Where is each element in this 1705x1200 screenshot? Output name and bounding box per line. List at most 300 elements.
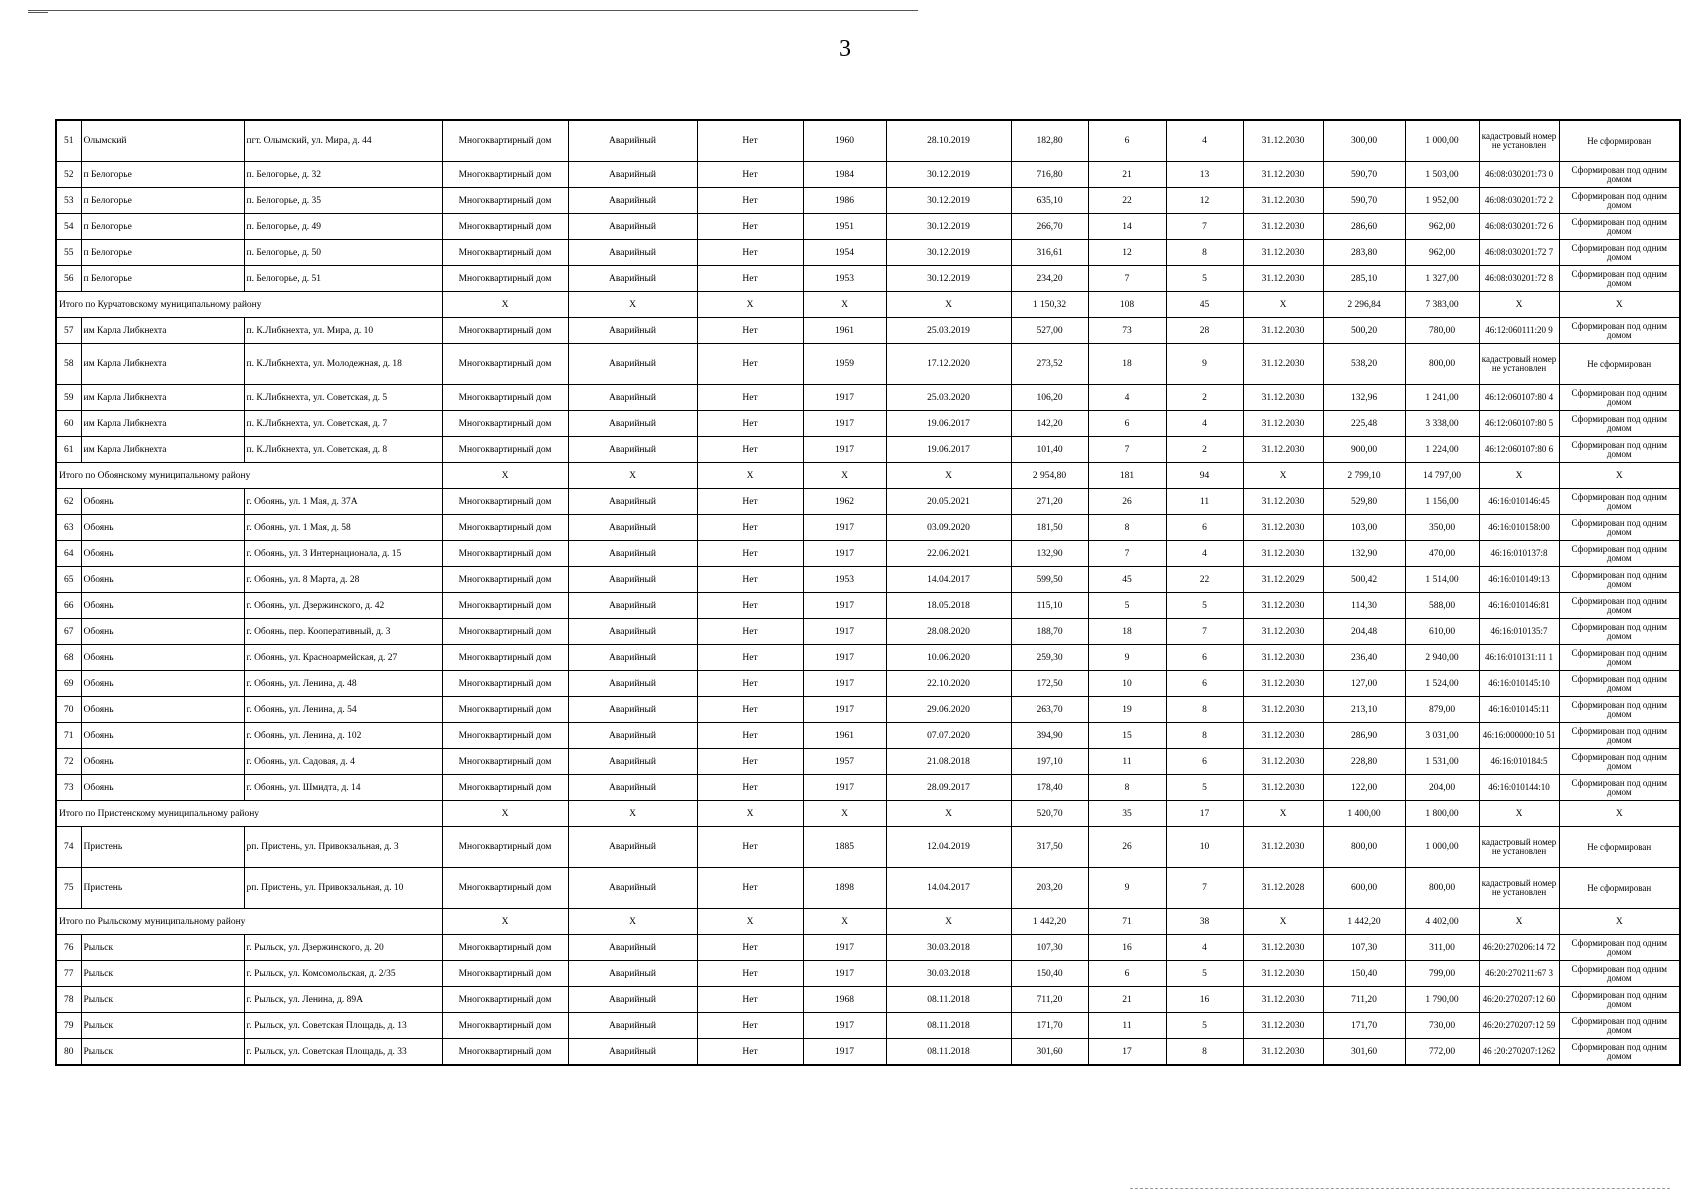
residents-cell: 45: [1088, 567, 1166, 593]
recognition-date-cell: 30.12.2019: [886, 240, 1011, 266]
row-number: 77: [56, 961, 81, 987]
residents-cell: 7: [1088, 437, 1166, 463]
year-cell: 1954: [803, 240, 886, 266]
area-cell: 527,00: [1011, 318, 1088, 344]
total-people-cell: 71: [1088, 909, 1166, 935]
recognition-date-cell: 19.06.2017: [886, 411, 1011, 437]
year-cell: 1984: [803, 162, 886, 188]
total-x2-cell: X: [568, 801, 697, 827]
land-status-cell: Сформирован под одним домом: [1559, 671, 1680, 697]
resettlement-area-cell: 590,70: [1323, 188, 1405, 214]
residents-cell: 26: [1088, 489, 1166, 515]
district-total-label: Итого по Обоянскому муниципальному району: [56, 463, 442, 489]
recognition-date-cell: 12.04.2019: [886, 827, 1011, 868]
resettlement-area-cell: 114,30: [1323, 593, 1405, 619]
resettlement-area-cell: 900,00: [1323, 437, 1405, 463]
settlement-cell: Пристень: [81, 868, 244, 909]
total-x6-cell: X: [1243, 909, 1323, 935]
residents-cell: 9: [1088, 868, 1166, 909]
premises-cell: 8: [1166, 723, 1243, 749]
residents-cell: 11: [1088, 1013, 1166, 1039]
deadline-cell: 31.12.2030: [1243, 437, 1323, 463]
cadastral-number-cell: 46:12:060107:80 6: [1479, 437, 1559, 463]
land-status-cell: Сформирован под одним домом: [1559, 987, 1680, 1013]
total-x6-cell: X: [1243, 292, 1323, 318]
area-cell: 263,70: [1011, 697, 1088, 723]
year-cell: 1917: [803, 961, 886, 987]
residents-cell: 21: [1088, 987, 1166, 1013]
year-cell: 1953: [803, 567, 886, 593]
total-x3-cell: X: [697, 292, 803, 318]
cadastral-number-cell: кадастровый номер не установлен: [1479, 120, 1559, 162]
area-cell: 178,40: [1011, 775, 1088, 801]
table-row: [56, 188, 1680, 214]
deadline-cell: 31.12.2030: [1243, 318, 1323, 344]
cost-cell: 1 952,00: [1405, 188, 1479, 214]
table-row: [56, 214, 1680, 240]
row-number: 52: [56, 162, 81, 188]
residents-cell: 6: [1088, 411, 1166, 437]
building-type-cell: Многоквартирный дом: [442, 489, 568, 515]
condition-cell: Аварийный: [568, 188, 697, 214]
year-cell: 1917: [803, 541, 886, 567]
building-type-cell: Многоквартирный дом: [442, 697, 568, 723]
total-area2-cell: 2 799,10: [1323, 463, 1405, 489]
cadastral-number-cell: 46:16:010145:10: [1479, 671, 1559, 697]
cost-cell: 311,00: [1405, 935, 1479, 961]
total-x7-cell: X: [1479, 463, 1559, 489]
address-cell: г. Обоянь, ул. Садовая, д. 4: [244, 749, 442, 775]
residents-cell: 15: [1088, 723, 1166, 749]
cadastral-number-cell: 46:20:270206:14 72: [1479, 935, 1559, 961]
premises-cell: 5: [1166, 775, 1243, 801]
land-status-cell: Сформирован под одним домом: [1559, 541, 1680, 567]
settlement-cell: им Карла Либкнехта: [81, 318, 244, 344]
cadastral-number-cell: 46:20:270207:12 60: [1479, 987, 1559, 1013]
building-type-cell: Многоквартирный дом: [442, 723, 568, 749]
residents-cell: 11: [1088, 749, 1166, 775]
residents-cell: 18: [1088, 619, 1166, 645]
premises-cell: 10: [1166, 827, 1243, 868]
table-body: [56, 120, 1680, 1065]
deadline-cell: 31.12.2029: [1243, 567, 1323, 593]
cadastral-number-cell: 46:16:010145:11: [1479, 697, 1559, 723]
resettlement-area-cell: 600,00: [1323, 868, 1405, 909]
resettlement-area-cell: 286,90: [1323, 723, 1405, 749]
building-type-cell: Многоквартирный дом: [442, 593, 568, 619]
total-x1-cell: X: [442, 801, 568, 827]
condition-cell: Аварийный: [568, 515, 697, 541]
flag-cell: Нет: [697, 697, 803, 723]
cost-cell: 1 503,00: [1405, 162, 1479, 188]
resettlement-area-cell: 711,20: [1323, 987, 1405, 1013]
land-status-cell: Сформирован под одним домом: [1559, 214, 1680, 240]
building-type-cell: Многоквартирный дом: [442, 1013, 568, 1039]
flag-cell: Нет: [697, 162, 803, 188]
address-cell: п. К.Либкнехта, ул. Советская, д. 5: [244, 385, 442, 411]
deadline-cell: 31.12.2030: [1243, 645, 1323, 671]
address-cell: г. Рыльск, ул. Ленина, д. 89А: [244, 987, 442, 1013]
deadline-cell: 31.12.2030: [1243, 697, 1323, 723]
settlement-cell: п Белогорье: [81, 240, 244, 266]
table-row: [56, 619, 1680, 645]
settlement-cell: Обоянь: [81, 593, 244, 619]
recognition-date-cell: 29.06.2020: [886, 697, 1011, 723]
cadastral-number-cell: 46 :20:270207:1262: [1479, 1039, 1559, 1066]
building-type-cell: Многоквартирный дом: [442, 1039, 568, 1066]
total-x5-cell: X: [886, 292, 1011, 318]
settlement-cell: Обоянь: [81, 749, 244, 775]
deadline-cell: 31.12.2030: [1243, 987, 1323, 1013]
year-cell: 1885: [803, 827, 886, 868]
total-x2-cell: X: [568, 463, 697, 489]
settlement-cell: п Белогорье: [81, 214, 244, 240]
cadastral-number-cell: 46:12:060111:20 9: [1479, 318, 1559, 344]
deadline-cell: 31.12.2030: [1243, 671, 1323, 697]
table-row: [56, 240, 1680, 266]
flag-cell: Нет: [697, 723, 803, 749]
building-type-cell: Многоквартирный дом: [442, 515, 568, 541]
premises-cell: 8: [1166, 697, 1243, 723]
address-cell: п. К.Либкнехта, ул. Молодежная, д. 18: [244, 344, 442, 385]
settlement-cell: им Карла Либкнехта: [81, 385, 244, 411]
land-status-cell: Сформирован под одним домом: [1559, 515, 1680, 541]
area-cell: 301,60: [1011, 1039, 1088, 1066]
land-status-cell: Сформирован под одним домом: [1559, 385, 1680, 411]
address-cell: г. Рыльск, ул. Комсомольская, д. 2/35: [244, 961, 442, 987]
cadastral-number-cell: 46:08:030201:72 8: [1479, 266, 1559, 292]
table-row: [56, 749, 1680, 775]
row-number: 56: [56, 266, 81, 292]
recognition-date-cell: 14.04.2017: [886, 868, 1011, 909]
premises-cell: 5: [1166, 1013, 1243, 1039]
area-cell: 106,20: [1011, 385, 1088, 411]
cost-cell: 1 514,00: [1405, 567, 1479, 593]
cadastral-number-cell: 46:16:010131:11 1: [1479, 645, 1559, 671]
table-row: [56, 775, 1680, 801]
total-cost-cell: 4 402,00: [1405, 909, 1479, 935]
land-status-cell: Сформирован под одним домом: [1559, 775, 1680, 801]
year-cell: 1968: [803, 987, 886, 1013]
cost-cell: 1 000,00: [1405, 120, 1479, 162]
settlement-cell: Рыльск: [81, 1013, 244, 1039]
cost-cell: 3 031,00: [1405, 723, 1479, 749]
address-cell: г. Обоянь, ул. 3 Интернационала, д. 15: [244, 541, 442, 567]
total-rooms-cell: 94: [1166, 463, 1243, 489]
year-cell: 1917: [803, 935, 886, 961]
row-number: 67: [56, 619, 81, 645]
year-cell: 1917: [803, 697, 886, 723]
address-cell: г. Рыльск, ул. Дзержинского, д. 20: [244, 935, 442, 961]
year-cell: 1960: [803, 120, 886, 162]
address-cell: г. Обоянь, ул. 1 Мая, д. 37А: [244, 489, 442, 515]
cost-cell: 1 000,00: [1405, 827, 1479, 868]
table-row: [56, 1013, 1680, 1039]
address-cell: г. Обоянь, ул. 1 Мая, д. 58: [244, 515, 442, 541]
year-cell: 1917: [803, 671, 886, 697]
deadline-cell: 31.12.2030: [1243, 619, 1323, 645]
building-type-cell: Многоквартирный дом: [442, 671, 568, 697]
settlement-cell: Обоянь: [81, 671, 244, 697]
total-x8-cell: X: [1559, 292, 1680, 318]
area-cell: 182,80: [1011, 120, 1088, 162]
residents-cell: 16: [1088, 935, 1166, 961]
condition-cell: Аварийный: [568, 214, 697, 240]
table-row: [56, 385, 1680, 411]
total-x5-cell: X: [886, 801, 1011, 827]
premises-cell: 8: [1166, 1039, 1243, 1066]
flag-cell: Нет: [697, 437, 803, 463]
cost-cell: 730,00: [1405, 1013, 1479, 1039]
table-row: [56, 723, 1680, 749]
land-status-cell: Сформирован под одним домом: [1559, 266, 1680, 292]
row-number: 57: [56, 318, 81, 344]
cost-cell: 799,00: [1405, 961, 1479, 987]
year-cell: 1917: [803, 385, 886, 411]
residents-cell: 17: [1088, 1039, 1166, 1066]
row-number: 73: [56, 775, 81, 801]
total-rooms-cell: 38: [1166, 909, 1243, 935]
total-x8-cell: X: [1559, 463, 1680, 489]
area-cell: 142,20: [1011, 411, 1088, 437]
building-type-cell: Многоквартирный дом: [442, 162, 568, 188]
cost-cell: 962,00: [1405, 240, 1479, 266]
table-row: [56, 120, 1680, 162]
land-status-cell: Сформирован под одним домом: [1559, 935, 1680, 961]
flag-cell: Нет: [697, 567, 803, 593]
building-type-cell: Многоквартирный дом: [442, 318, 568, 344]
flag-cell: Нет: [697, 775, 803, 801]
cadastral-number-cell: кадастровый номер не установлен: [1479, 344, 1559, 385]
premises-cell: 6: [1166, 515, 1243, 541]
residents-cell: 26: [1088, 827, 1166, 868]
condition-cell: Аварийный: [568, 749, 697, 775]
row-number: 71: [56, 723, 81, 749]
resettlement-area-cell: 590,70: [1323, 162, 1405, 188]
premises-cell: 4: [1166, 120, 1243, 162]
settlement-cell: Рыльск: [81, 935, 244, 961]
cost-cell: 588,00: [1405, 593, 1479, 619]
area-cell: 271,20: [1011, 489, 1088, 515]
recognition-date-cell: 30.03.2018: [886, 961, 1011, 987]
flag-cell: Нет: [697, 619, 803, 645]
cadastral-number-cell: 46:16:010158:00: [1479, 515, 1559, 541]
premises-cell: 4: [1166, 935, 1243, 961]
resettlement-area-cell: 204,48: [1323, 619, 1405, 645]
building-type-cell: Многоквартирный дом: [442, 188, 568, 214]
table-row: [56, 827, 1680, 868]
table-row: [56, 645, 1680, 671]
cost-cell: 772,00: [1405, 1039, 1479, 1066]
building-type-cell: Многоквартирный дом: [442, 775, 568, 801]
year-cell: 1953: [803, 266, 886, 292]
flag-cell: Нет: [697, 411, 803, 437]
settlement-cell: Обоянь: [81, 541, 244, 567]
premises-cell: 22: [1166, 567, 1243, 593]
year-cell: 1898: [803, 868, 886, 909]
building-type-cell: Многоквартирный дом: [442, 411, 568, 437]
land-status-cell: Сформирован под одним домом: [1559, 961, 1680, 987]
area-cell: 317,50: [1011, 827, 1088, 868]
row-number: 58: [56, 344, 81, 385]
resettlement-area-cell: 171,70: [1323, 1013, 1405, 1039]
land-status-cell: Сформирован под одним домом: [1559, 489, 1680, 515]
condition-cell: Аварийный: [568, 1013, 697, 1039]
address-cell: п. К.Либкнехта, ул. Мира, д. 10: [244, 318, 442, 344]
flag-cell: Нет: [697, 1039, 803, 1066]
land-status-cell: Сформирован под одним домом: [1559, 619, 1680, 645]
table-row: [56, 515, 1680, 541]
total-people-cell: 108: [1088, 292, 1166, 318]
row-number: 51: [56, 120, 81, 162]
land-status-cell: Сформирован под одним домом: [1559, 1013, 1680, 1039]
condition-cell: Аварийный: [568, 868, 697, 909]
condition-cell: Аварийный: [568, 987, 697, 1013]
flag-cell: Нет: [697, 671, 803, 697]
condition-cell: Аварийный: [568, 697, 697, 723]
deadline-cell: 31.12.2030: [1243, 162, 1323, 188]
cost-cell: 1 524,00: [1405, 671, 1479, 697]
flag-cell: Нет: [697, 593, 803, 619]
settlement-cell: п Белогорье: [81, 188, 244, 214]
page-number: 3: [839, 36, 851, 62]
total-x5-cell: X: [886, 909, 1011, 935]
cost-cell: 1 156,00: [1405, 489, 1479, 515]
total-x1-cell: X: [442, 292, 568, 318]
year-cell: 1917: [803, 515, 886, 541]
row-number: 53: [56, 188, 81, 214]
address-cell: п. Белогорье, д. 51: [244, 266, 442, 292]
premises-cell: 2: [1166, 385, 1243, 411]
building-type-cell: Многоквартирный дом: [442, 437, 568, 463]
recognition-date-cell: 08.11.2018: [886, 987, 1011, 1013]
area-cell: 132,90: [1011, 541, 1088, 567]
deadline-cell: 31.12.2030: [1243, 1013, 1323, 1039]
condition-cell: Аварийный: [568, 567, 697, 593]
bottom-rule: [1130, 1188, 1670, 1189]
emergency-housing-table: [55, 119, 1681, 1066]
building-type-cell: Многоквартирный дом: [442, 541, 568, 567]
year-cell: 1917: [803, 593, 886, 619]
top-rule: [28, 10, 918, 11]
recognition-date-cell: 30.12.2019: [886, 162, 1011, 188]
total-cost-cell: 1 800,00: [1405, 801, 1479, 827]
residents-cell: 10: [1088, 671, 1166, 697]
residents-cell: 14: [1088, 214, 1166, 240]
condition-cell: Аварийный: [568, 593, 697, 619]
cost-cell: 204,00: [1405, 775, 1479, 801]
district-total-row: [56, 909, 1680, 935]
recognition-date-cell: 18.05.2018: [886, 593, 1011, 619]
resettlement-area-cell: 283,80: [1323, 240, 1405, 266]
recognition-date-cell: 25.03.2019: [886, 318, 1011, 344]
area-cell: 150,40: [1011, 961, 1088, 987]
residents-cell: 8: [1088, 775, 1166, 801]
total-x7-cell: X: [1479, 801, 1559, 827]
district-total-label: Итого по Рыльскому муниципальному району: [56, 909, 442, 935]
row-number: 75: [56, 868, 81, 909]
total-x1-cell: X: [442, 463, 568, 489]
total-rooms-cell: 17: [1166, 801, 1243, 827]
address-cell: г. Рыльск, ул. Советская Площадь, д. 33: [244, 1039, 442, 1066]
deadline-cell: 31.12.2030: [1243, 935, 1323, 961]
premises-cell: 8: [1166, 240, 1243, 266]
total-people-cell: 35: [1088, 801, 1166, 827]
row-number: 79: [56, 1013, 81, 1039]
building-type-cell: Многоквартирный дом: [442, 749, 568, 775]
deadline-cell: 31.12.2030: [1243, 188, 1323, 214]
total-x4-cell: X: [803, 801, 886, 827]
land-status-cell: Сформирован под одним домом: [1559, 723, 1680, 749]
area-cell: 197,10: [1011, 749, 1088, 775]
recognition-date-cell: 07.07.2020: [886, 723, 1011, 749]
table-row: [56, 1039, 1680, 1066]
recognition-date-cell: 08.11.2018: [886, 1013, 1011, 1039]
land-status-cell: Сформирован под одним домом: [1559, 240, 1680, 266]
row-number: 55: [56, 240, 81, 266]
resettlement-area-cell: 132,96: [1323, 385, 1405, 411]
residents-cell: 6: [1088, 120, 1166, 162]
cost-cell: 3 338,00: [1405, 411, 1479, 437]
residents-cell: 12: [1088, 240, 1166, 266]
settlement-cell: Обоянь: [81, 619, 244, 645]
total-x8-cell: X: [1559, 909, 1680, 935]
resettlement-area-cell: 107,30: [1323, 935, 1405, 961]
address-cell: г. Обоянь, ул. Красноармейская, д. 27: [244, 645, 442, 671]
area-cell: 716,80: [1011, 162, 1088, 188]
premises-cell: 6: [1166, 645, 1243, 671]
address-cell: рп. Пристень, ул. Привокзальная, д. 3: [244, 827, 442, 868]
land-status-cell: Сформирован под одним домом: [1559, 188, 1680, 214]
area-cell: 635,10: [1011, 188, 1088, 214]
total-cost-cell: 14 797,00: [1405, 463, 1479, 489]
row-number: 63: [56, 515, 81, 541]
cadastral-number-cell: 46:12:060107:80 4: [1479, 385, 1559, 411]
resettlement-area-cell: 500,42: [1323, 567, 1405, 593]
address-cell: п. К.Либкнехта, ул. Советская, д. 7: [244, 411, 442, 437]
cost-cell: 610,00: [1405, 619, 1479, 645]
cadastral-number-cell: 46:12:060107:80 5: [1479, 411, 1559, 437]
row-number: 64: [56, 541, 81, 567]
top-rule-short: [28, 12, 48, 13]
building-type-cell: Многоквартирный дом: [442, 385, 568, 411]
cost-cell: 879,00: [1405, 697, 1479, 723]
cost-cell: 350,00: [1405, 515, 1479, 541]
recognition-date-cell: 30.12.2019: [886, 266, 1011, 292]
deadline-cell: 31.12.2030: [1243, 266, 1323, 292]
total-x1-cell: X: [442, 909, 568, 935]
premises-cell: 7: [1166, 619, 1243, 645]
total-x3-cell: X: [697, 463, 803, 489]
flag-cell: Нет: [697, 987, 803, 1013]
total-x6-cell: X: [1243, 801, 1323, 827]
cost-cell: 780,00: [1405, 318, 1479, 344]
recognition-date-cell: 08.11.2018: [886, 1039, 1011, 1066]
year-cell: 1961: [803, 723, 886, 749]
total-area2-cell: 2 296,84: [1323, 292, 1405, 318]
flag-cell: Нет: [697, 868, 803, 909]
cadastral-number-cell: 46:16:010135:7: [1479, 619, 1559, 645]
total-area-cell: 520,70: [1011, 801, 1088, 827]
condition-cell: Аварийный: [568, 344, 697, 385]
area-cell: 599,50: [1011, 567, 1088, 593]
premises-cell: 12: [1166, 188, 1243, 214]
land-status-cell: Сформирован под одним домом: [1559, 318, 1680, 344]
area-cell: 115,10: [1011, 593, 1088, 619]
residents-cell: 6: [1088, 961, 1166, 987]
area-cell: 171,70: [1011, 1013, 1088, 1039]
premises-cell: 5: [1166, 961, 1243, 987]
